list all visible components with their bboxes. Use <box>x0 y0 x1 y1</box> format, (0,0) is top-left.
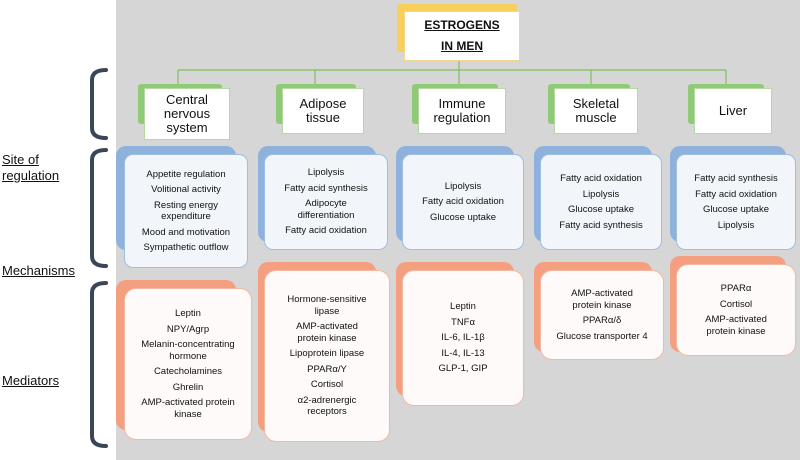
liver-site-box <box>694 88 772 134</box>
mediator-item: AMP-activated protein kinase <box>296 321 358 344</box>
mechanism-item: Fatty acid oxidation <box>285 225 367 237</box>
mediators-label: Mediators <box>2 373 60 388</box>
adipose-mechanisms-box <box>264 154 388 250</box>
cns-site-line-3: system <box>166 120 208 135</box>
mediator-item: Cortisol <box>310 379 344 391</box>
muscle-mediators-box <box>540 270 664 360</box>
adipose-site-box <box>282 88 364 134</box>
mechanism-item: Fatty acid synthesis <box>284 182 368 194</box>
mediator-item: NPY/Agrp <box>166 323 210 335</box>
mediator-item: Hormone-sensitive lipase <box>287 294 367 317</box>
liver-mediators-box <box>676 264 796 356</box>
mechanism-item: Volitional activity <box>151 184 221 195</box>
mechanism-item: Glucose uptake <box>567 204 634 215</box>
site-label-line-1: Site of <box>2 152 39 167</box>
mechanism-item: Fatty acid synthesis <box>694 173 778 184</box>
site-label-line-2: regulation <box>2 168 60 183</box>
immune-mediators-box <box>402 270 524 406</box>
mediator-item: TNFα <box>451 316 475 328</box>
mediator-item: Catecholamines <box>153 366 223 377</box>
mechanism-item: Sympathetic outflow <box>143 242 229 253</box>
mechanism-item: Fatty acid oxidation <box>560 173 642 184</box>
title-line-1: ESTROGENS <box>424 18 500 32</box>
mediator-item: IL-6, IL-1β <box>441 332 485 344</box>
immune-site-box <box>418 88 506 134</box>
mechanism-item: Glucose uptake <box>429 211 496 223</box>
adipose-site-line-1: Adipose <box>299 96 347 111</box>
title-box <box>404 11 520 61</box>
cns-site-box <box>144 88 230 140</box>
immune-site-line-1: Immune <box>438 96 486 111</box>
mechanism-item: Resting energy expenditure <box>154 199 218 222</box>
mechanism-item: Glucose uptake <box>702 204 769 215</box>
mechanisms-bracket <box>92 150 106 266</box>
mediators-bracket <box>92 283 106 446</box>
mechanism-item: Lipolysis <box>307 167 345 179</box>
cns-mediators-box <box>124 288 252 440</box>
mediator-item: AMP-activated protein kinase <box>571 288 633 311</box>
mechanism-item: Adipocyte differentiation <box>297 198 355 221</box>
mediator-item: Glucose transporter 4 <box>556 330 648 342</box>
mechanism-item: Lipolysis <box>717 219 755 231</box>
site-bracket <box>92 70 106 138</box>
mediator-item: Ghrelin <box>172 381 204 393</box>
liver-site-line-1: Liver <box>718 103 748 118</box>
mechanism-item: Mood and motivation <box>141 226 231 238</box>
adipose-site-line-2: tissue <box>306 110 340 125</box>
mediator-item: PPARα/δ <box>582 315 622 326</box>
muscle-mechanisms-box <box>540 154 662 250</box>
muscle-site-line-2: muscle <box>575 110 617 125</box>
muscle-site-box <box>554 88 638 134</box>
mechanism-item: Appetite regulation <box>146 168 226 180</box>
mediator-item: AMP-activated protein kinase <box>141 397 235 420</box>
brackets <box>92 70 106 446</box>
cns-mechanisms-box <box>124 154 248 268</box>
mediator-item: PPARα/Υ <box>307 363 347 375</box>
mediator-item: Leptin <box>450 301 476 313</box>
mediator-item: AMP-activated protein kinase <box>705 314 767 337</box>
immune-site-line-2: regulation <box>433 110 491 125</box>
mediator-item: PPARα <box>720 283 752 294</box>
mediator-item: Lipoprotein lipase <box>289 348 365 360</box>
mediator-item: GLP-1, GIP <box>438 363 488 375</box>
mediator-item: Cortisol <box>719 298 753 310</box>
mediator-item: Melanin-concentrating hormone <box>141 339 235 362</box>
title-line-2: IN MEN <box>440 39 483 53</box>
adipose-mediators-box <box>264 270 390 442</box>
mechanism-item: Fatty acid synthesis <box>559 219 643 231</box>
mediator-item: Leptin <box>175 308 201 319</box>
immune-mechanisms-box <box>402 154 524 250</box>
mechanism-item: Fatty acid oxidation <box>695 188 777 200</box>
title-text <box>424 15 499 57</box>
mechanism-item: Lipolysis <box>444 180 482 192</box>
mechanism-item: Lipolysis <box>582 188 620 200</box>
mechanism-item: Fatty acid oxidation <box>422 196 504 208</box>
cns-site-line-2: nervous <box>163 106 211 121</box>
cns-site-line-1: Central <box>166 92 208 107</box>
mediator-item: IL-4, IL-13 <box>441 347 485 359</box>
mechanisms-label: Mechanisms <box>2 263 75 278</box>
liver-mechanisms-box <box>676 154 796 250</box>
muscle-site-line-1: Skeletal <box>572 96 620 111</box>
mediator-item: α2-adrenergic receptors <box>297 394 357 418</box>
site-of-regulation-label <box>2 152 59 184</box>
